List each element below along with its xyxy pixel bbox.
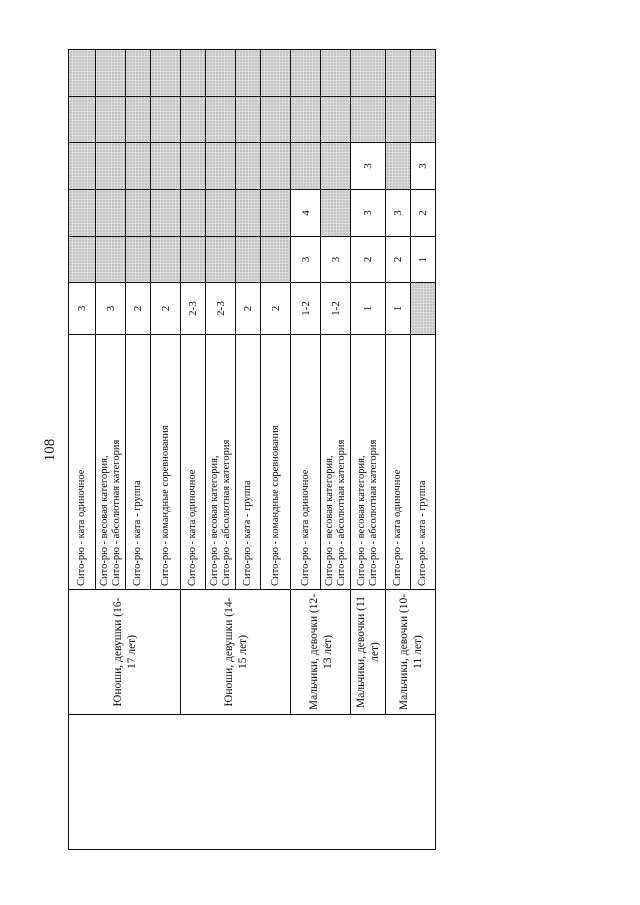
shaded-cell — [151, 50, 181, 97]
discipline-line: Сито-рю - ката одиночное — [76, 469, 87, 586]
shaded-cell — [69, 143, 96, 190]
shaded-cell — [351, 50, 386, 97]
value-cell: 1 — [351, 283, 386, 335]
shaded-cell — [236, 50, 261, 97]
shaded-cell — [181, 50, 206, 97]
value-cell: 1 — [386, 283, 411, 335]
value-cell: 3 — [291, 237, 321, 283]
shaded-cell — [236, 143, 261, 190]
age-group-cell: Юноши, девушки (16-17 лет) — [69, 590, 181, 715]
discipline-cell — [411, 335, 436, 590]
discipline-cell — [386, 335, 411, 590]
value-cell: 2 — [411, 190, 436, 237]
shaded-cell — [261, 143, 291, 190]
shaded-cell — [126, 143, 151, 190]
value-cell: 2 — [151, 283, 181, 335]
discipline-cell — [351, 335, 386, 590]
shaded-cell — [291, 143, 321, 190]
shaded-cell — [291, 50, 321, 97]
discipline-cell — [236, 335, 261, 590]
shaded-cell — [261, 97, 291, 143]
age-group-cell: Мальчики, девочки (12-13 лет) — [291, 590, 351, 715]
discipline-line: Сито-рю - ката одиночное — [392, 469, 403, 586]
discipline-line: Сито-рю - ката одиночное — [299, 469, 311, 586]
value-cell: 3 — [351, 143, 386, 190]
value-cell: 1 — [411, 237, 436, 283]
shaded-cell — [126, 97, 151, 143]
value-cell: 2-3 — [181, 283, 206, 335]
value-cell: 2 — [386, 237, 411, 283]
value-cell: 4 — [291, 190, 321, 237]
value-cell: 3 — [321, 237, 351, 283]
shaded-cell — [411, 283, 436, 335]
shaded-cell — [96, 190, 126, 237]
shaded-cell — [386, 143, 411, 190]
discipline-cell — [151, 335, 181, 590]
discipline-line: Сито-рю - весовая категория, — [208, 455, 220, 586]
value-cell: 2 — [126, 283, 151, 335]
shaded-cell — [261, 237, 291, 283]
shaded-cell — [96, 143, 126, 190]
shaded-cell — [321, 190, 351, 237]
shaded-cell — [151, 143, 181, 190]
shaded-cell — [181, 143, 206, 190]
value-cell: 2-3 — [206, 283, 236, 335]
discipline-line: Сито-рю - абсолютная категория — [335, 439, 347, 586]
shaded-cell — [206, 237, 236, 283]
shaded-cell — [96, 97, 126, 143]
shaded-cell — [181, 97, 206, 143]
shaded-cell — [236, 237, 261, 283]
discipline-line: Сито-рю - ката - группа — [417, 480, 428, 586]
rotated-document-page — [42, 50, 435, 850]
value-cell: 3 — [96, 283, 126, 335]
discipline-cell — [181, 335, 206, 590]
shaded-cell — [261, 50, 291, 97]
shaded-cell — [181, 190, 206, 237]
value-cell: 2 — [351, 237, 386, 283]
shaded-cell — [411, 50, 436, 97]
discipline-line: Сито-рю - абсолютная категория — [368, 439, 379, 586]
shaded-cell — [411, 97, 436, 143]
shaded-cell — [69, 97, 96, 143]
value-cell: 2 — [236, 283, 261, 335]
shaded-cell — [69, 50, 96, 97]
discipline-line: Сито-рю - командные соревнования — [269, 425, 281, 586]
shaded-cell — [69, 190, 96, 237]
shaded-cell — [151, 97, 181, 143]
discipline-line: Сито-рю - ката - группа — [242, 480, 253, 586]
value-cell: 1-2 — [321, 283, 351, 335]
discipline-line: Сито-рю - ката одиночное — [187, 469, 198, 586]
shaded-cell — [236, 97, 261, 143]
shaded-cell — [151, 190, 181, 237]
shaded-cell — [236, 190, 261, 237]
shaded-cell — [321, 143, 351, 190]
shaded-cell — [206, 143, 236, 190]
shaded-cell — [206, 97, 236, 143]
shaded-cell — [126, 50, 151, 97]
discipline-line: Сито-рю - ката - группа — [132, 480, 143, 586]
shaded-cell — [321, 50, 351, 97]
competition-table — [68, 49, 436, 850]
discipline-line: Сито-рю - абсолютная категория — [220, 439, 232, 586]
shaded-cell — [96, 50, 126, 97]
shaded-cell — [96, 237, 126, 283]
shaded-cell — [151, 237, 181, 283]
age-group-cell: Мальчики, девочки (10-11 лет) — [386, 590, 436, 715]
shaded-cell — [126, 190, 151, 237]
shaded-cell — [351, 97, 386, 143]
value-cell: 1-2 — [291, 283, 321, 335]
discipline-cell — [69, 335, 96, 590]
shaded-cell — [261, 190, 291, 237]
discipline-line: Сито-рю - весовая категория, — [98, 455, 110, 586]
shaded-cell — [126, 237, 151, 283]
discipline-line: Сито-рю - весовая категория, — [323, 455, 335, 586]
table-row — [69, 50, 96, 850]
shaded-cell — [206, 50, 236, 97]
value-cell: 2 — [261, 283, 291, 335]
value-cell: 3 — [386, 190, 411, 237]
value-cell: 3 — [69, 283, 96, 335]
empty-cell — [69, 715, 436, 850]
discipline-cell — [96, 335, 126, 590]
discipline-cell — [291, 335, 321, 590]
value-cell: 3 — [411, 143, 436, 190]
age-group-cell: Юноши, девушки (14-15 лет) — [181, 590, 291, 715]
shaded-cell — [321, 97, 351, 143]
shaded-cell — [181, 237, 206, 283]
value-cell: 3 — [351, 190, 386, 237]
shaded-cell — [386, 50, 411, 97]
age-group-cell: Мальчики, девочки (11 лет) — [351, 590, 386, 715]
discipline-cell — [126, 335, 151, 590]
discipline-line: Сито-рю - абсолютная категория — [110, 439, 122, 586]
page-number: 108 — [42, 438, 58, 462]
shaded-cell — [69, 237, 96, 283]
shaded-cell — [206, 190, 236, 237]
discipline-line: Сито-рю - командные соревнования — [159, 425, 171, 586]
discipline-cell — [321, 335, 351, 590]
shaded-cell — [386, 97, 411, 143]
discipline-cell — [261, 335, 291, 590]
discipline-cell — [206, 335, 236, 590]
shaded-cell — [291, 97, 321, 143]
discipline-line: Сито-рю - весовая категория, — [356, 455, 367, 586]
